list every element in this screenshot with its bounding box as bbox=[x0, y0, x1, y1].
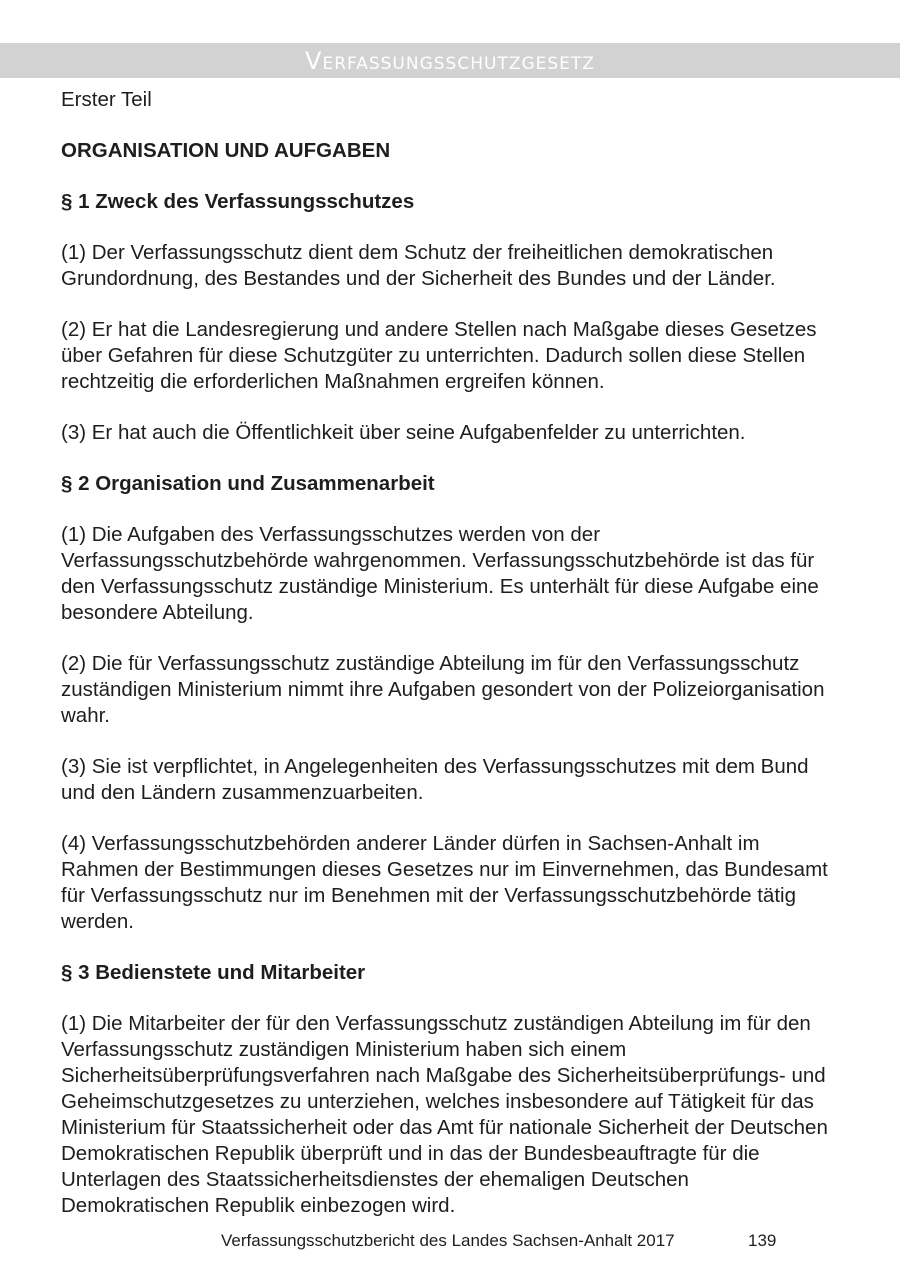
paragraph: (4) Verfassungsschutzbehörden anderer Länder dürfen in Sachsen-Anhalt im Rahmen der Bestimmungen dieses Gesetzes nur im Einvernehmen, das Bundesamt für Verfassungsschutz nur im Benehmen mit der Verfassungsschutzbehörde tätig werden. bbox=[61, 832, 828, 933]
paragraph: (1) Der Verfassungsschutz dient dem Schutz der freiheitlichen demokratischen Grundordnung, des Bestandes und der Sicherheit des Bundes und der Länder. bbox=[61, 241, 776, 290]
page-header-title: Verfassungsschutzgesetz bbox=[305, 47, 595, 75]
section-heading: § 1 Zweck des Verfassungsschutzes bbox=[61, 190, 415, 213]
paragraph: (1) Die Aufgaben des Verfassungsschutzes werden von der Verfassungsschutzbehörde wahrgenommen. Verfassungsschutzbehörde ist das für den Verfassungsschutz zuständige Ministerium. Es unterhält für diese Aufgabe eine besondere Abteilung. bbox=[61, 523, 819, 624]
footer-text: Verfassungsschutzbericht des Landes Sachsen-Anhalt 2017 bbox=[221, 1231, 675, 1250]
section-heading: § 2 Organisation und Zusammenarbeit bbox=[61, 472, 435, 495]
page-number: 139 bbox=[748, 1231, 777, 1250]
part-label: Erster Teil bbox=[61, 88, 152, 111]
section-heading: § 3 Bedienstete und Mitarbeiter bbox=[61, 961, 366, 984]
paragraph: (3) Er hat auch die Öffentlichkeit über seine Aufgabenfelder zu unterrichten. bbox=[61, 421, 746, 444]
paragraph: (2) Die für Verfassungsschutz zuständige Abteilung im für den Verfassungsschutz zuständigen Ministerium nimmt ihre Aufgaben gesondert von der Polizeiorganisation wahr. bbox=[61, 652, 825, 727]
document-body bbox=[61, 87, 841, 1219]
paragraph: (3) Sie ist verpflichtet, in Angelegenheiten des Verfassungsschutzes mit dem Bund und den Ländern zusammenzuarbeiten. bbox=[61, 755, 809, 804]
paragraph: (2) Er hat die Landesregierung und andere Stellen nach Maßgabe dieses Gesetzes über Gefahren für diese Schutzgüter zu unterrichten. Dadurch sollen diese Stellen rechtzeitig die erforderlichen Maßnahmen ergreifen können. bbox=[61, 318, 817, 393]
paragraph: (1) Die Mitarbeiter der für den Verfassungsschutz zuständigen Abteilung im für den Verfassungsschutz zuständigen Ministerium haben sich einem Sicherheitsüberprüfungsverfahren nach Maßgabe des Sicherheitsüberprüfungs- und Geheimschutzgesetzes zu unterziehen, welches insbesondere auf Tätigkeit für das Ministerium für Staatssicherheit oder das Amt für nationale Sicherheit der Deutschen Demokratischen Republik überprüft und in das der Bundesbeauftragte für die Unterlagen des Staatssicherheitsdienstes der ehemaligen Deutschen Demokratischen Republik einbezogen wird. bbox=[61, 1012, 828, 1217]
page-footer bbox=[0, 1228, 900, 1254]
part-heading: ORGANISATION UND AUFGABEN bbox=[61, 139, 391, 162]
